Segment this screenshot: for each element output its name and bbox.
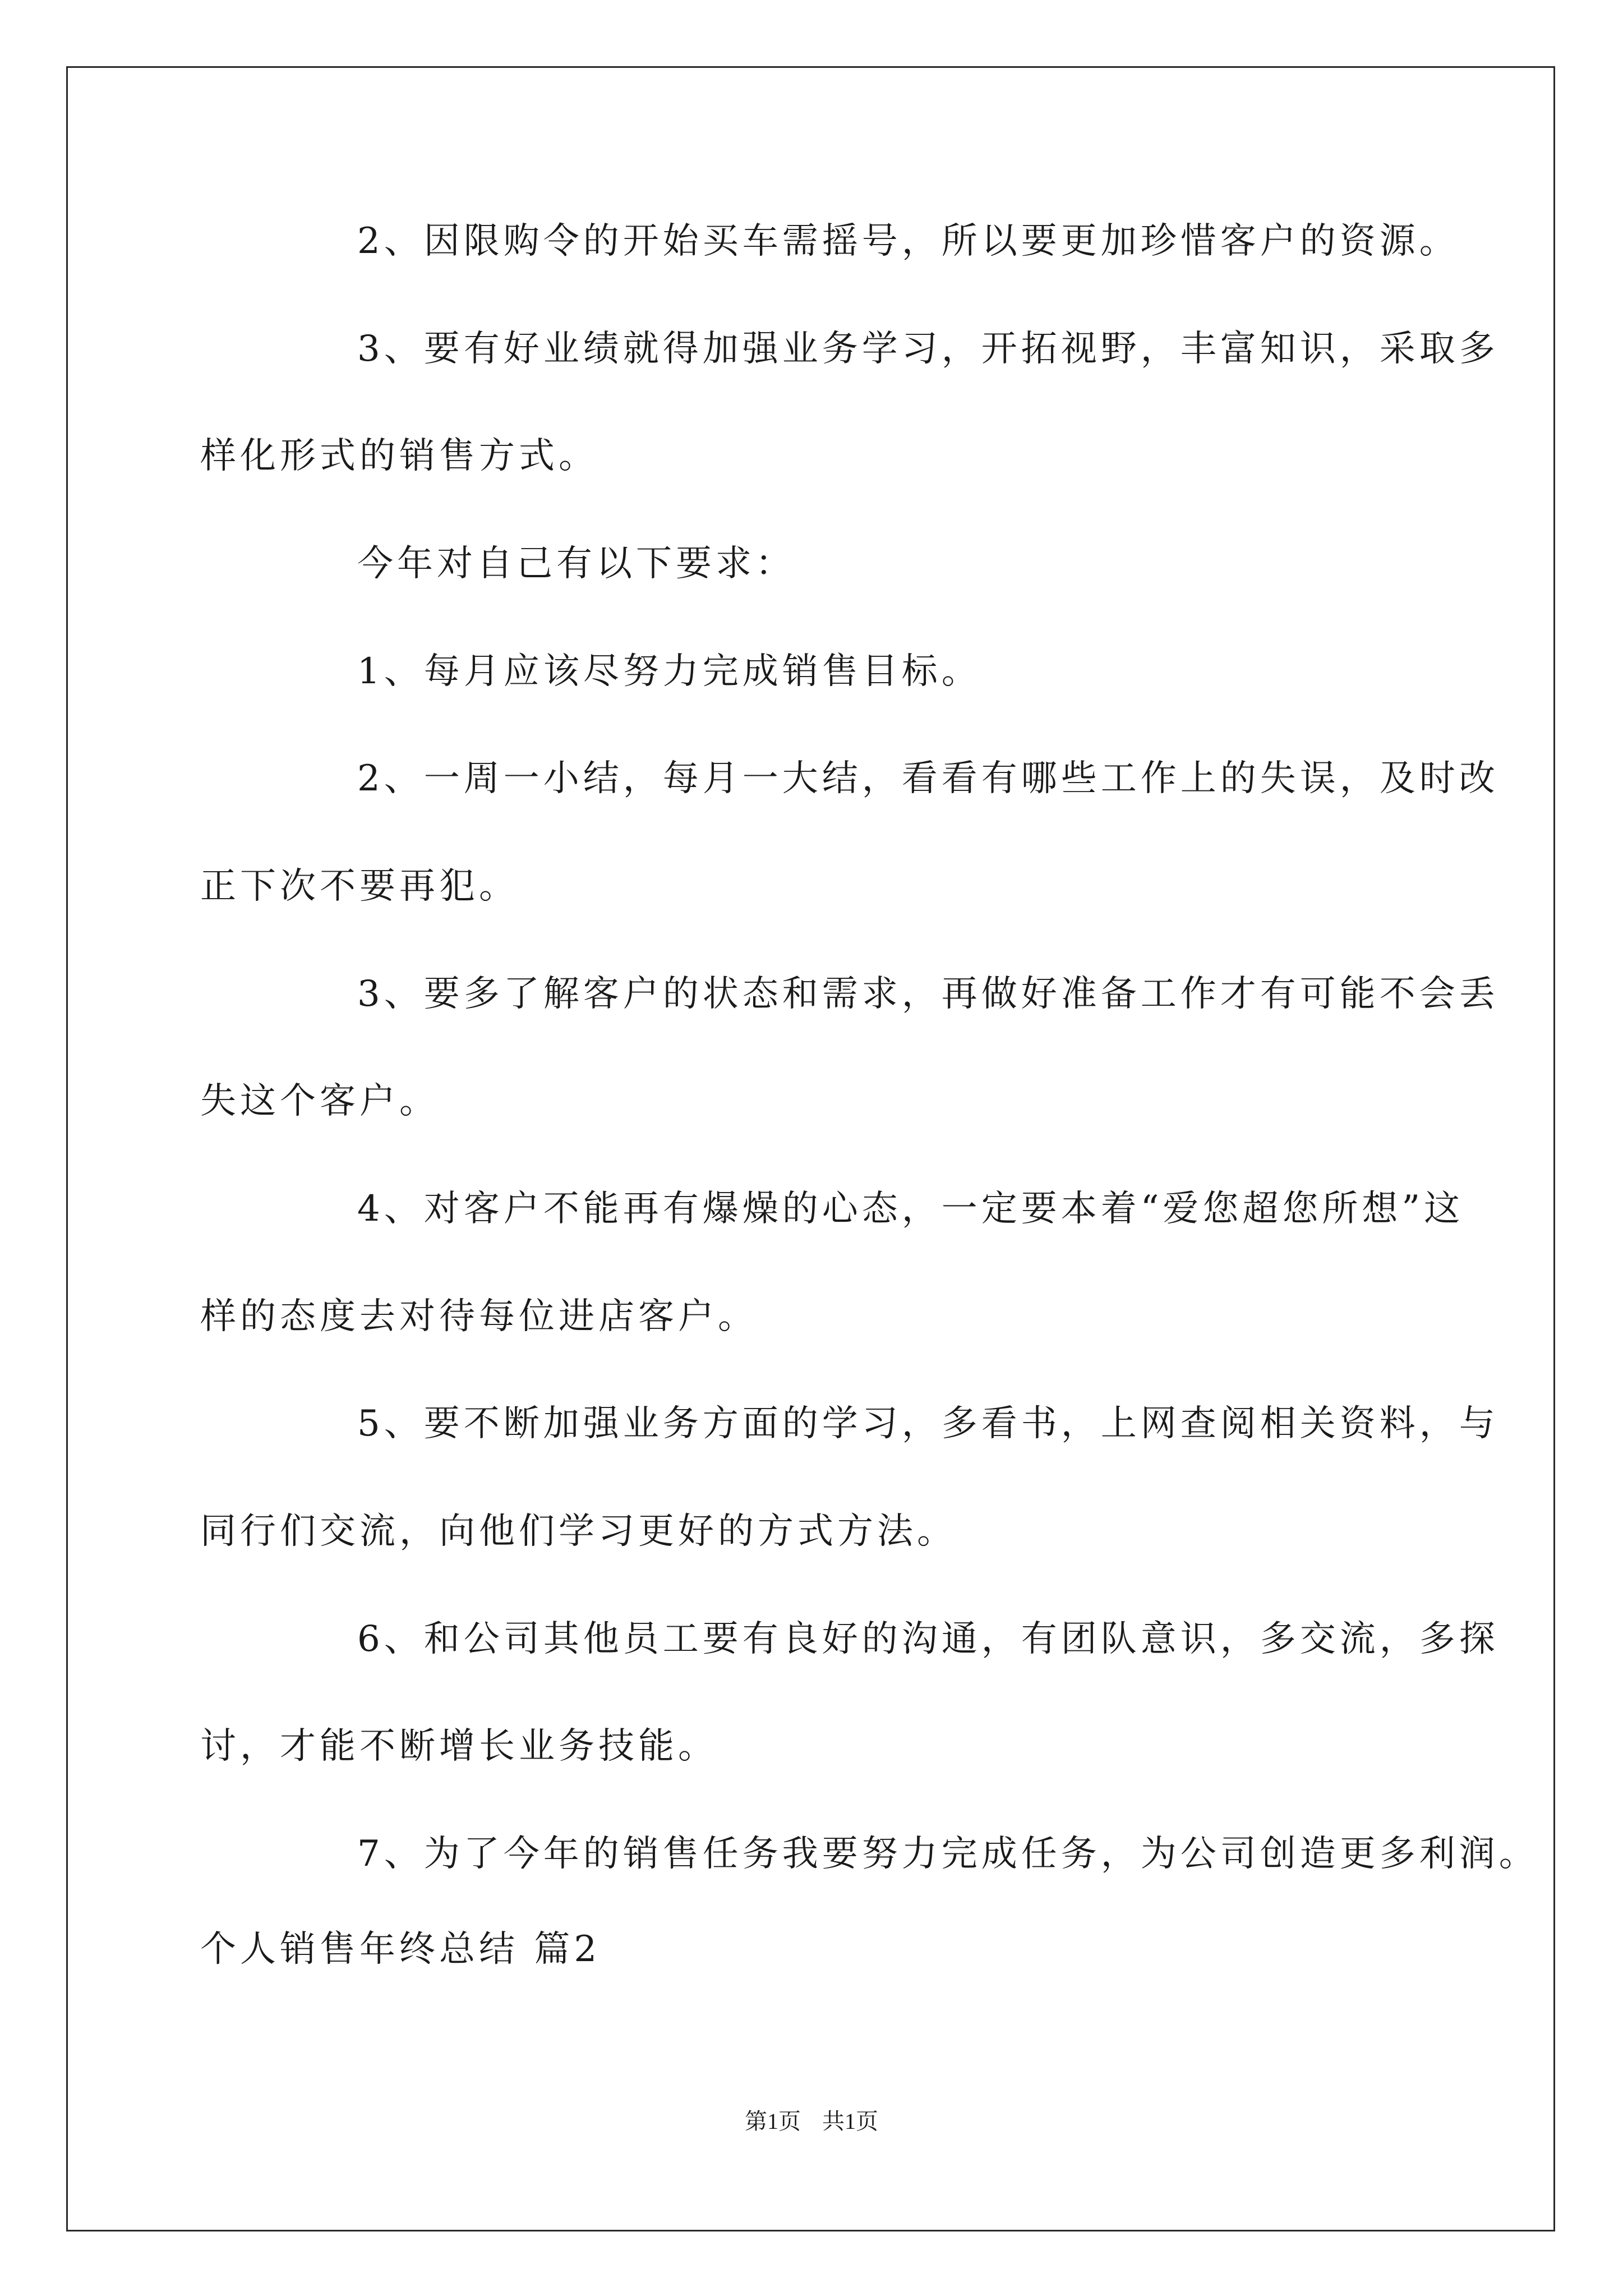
paragraph-line: 今年对自己有以下要求： (357, 543, 795, 585)
paragraph-line: 2、因限购令的开始买车需摇号，所以要更加珍惜客户的资源。 (357, 220, 1459, 262)
paragraph-line: 5、要不断加强业务方面的学习，多看书，上网查阅相关资料，与 (357, 1403, 1499, 1444)
page-footer (0, 2109, 1623, 2134)
paragraph-line: 6、和公司其他员工要有良好的沟通，有团队意识，多交流，多探 (357, 1618, 1499, 1660)
section-heading: 个人销售年终总结 篇2 (200, 1929, 601, 1970)
paragraph-line: 同行们交流，向他们学习更好的方式方法。 (200, 1511, 957, 1552)
page-total: 共1页 (822, 2109, 878, 2134)
paragraph-line: 样化形式的销售方式。 (200, 435, 598, 477)
paragraph-line: 讨，才能不断增长业务技能。 (200, 1726, 718, 1767)
paragraph-line: 4、对客户不能再有爆燥的心态，一定要本着“爱您超您所想”这 (357, 1188, 1464, 1230)
paragraph-line: 7、为了今年的销售任务我要努力完成任务，为公司创造更多利润。 (357, 1833, 1539, 1875)
paragraph-line: 正下次不要再犯。 (200, 866, 519, 907)
paragraph-line: 2、一周一小结，每月一大结，看看有哪些工作上的失误，及时改 (357, 758, 1499, 799)
paragraph-line: 3、要多了解客户的状态和需求，再做好准备工作才有可能不会丢 (357, 973, 1499, 1015)
paragraph-line: 1、每月应该尽努力完成销售目标。 (357, 651, 981, 692)
paragraph-line: 3、要有好业绩就得加强业务学习，开拓视野，丰富知识，采取多 (357, 328, 1499, 370)
page-border (66, 66, 1555, 2231)
page-number: 第1页 (745, 2109, 801, 2134)
paragraph-line: 失这个客户。 (200, 1080, 439, 1122)
paragraph-line: 样的态度去对待每位进店客户。 (200, 1296, 758, 1337)
